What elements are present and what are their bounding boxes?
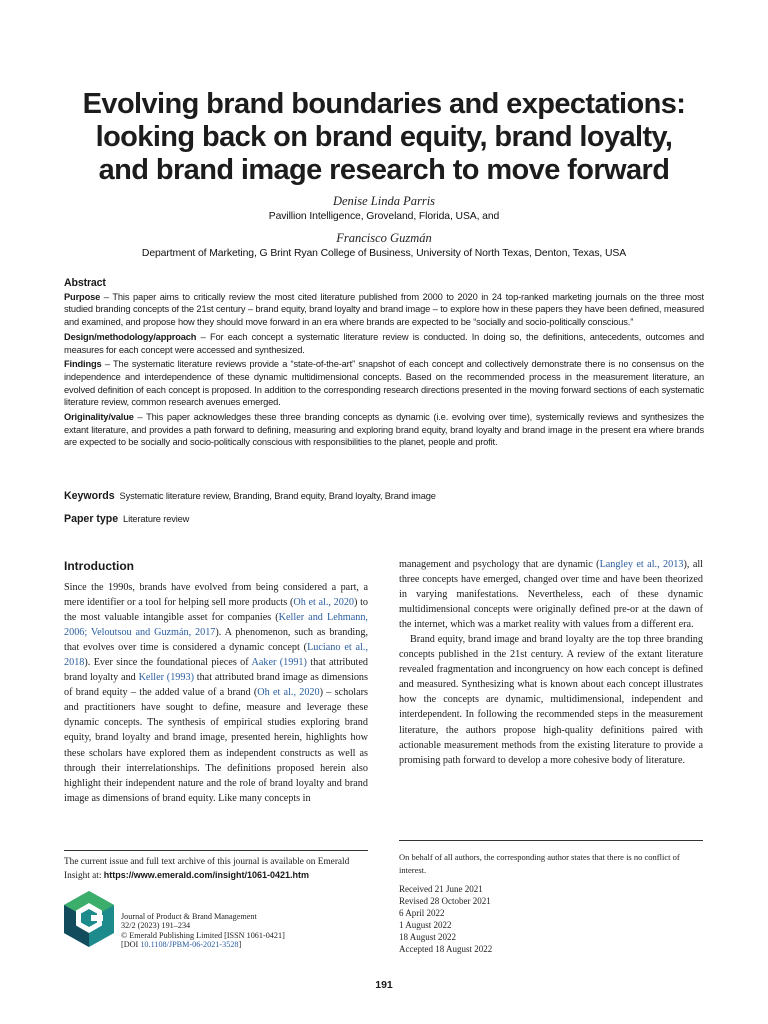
journal-info: [121, 912, 285, 950]
paper-type-text: Literature review: [123, 514, 190, 524]
abstract-purpose-label: Purpose: [64, 291, 101, 302]
abstract-originality-label: Originality/value: [64, 412, 134, 423]
doi-link[interactable]: 10.1108/JPBM-06-2021-3528: [140, 940, 239, 950]
archive-note: [64, 856, 368, 883]
footnote-divider: [399, 840, 703, 841]
citation-link[interactable]: Oh et al., 2020: [293, 597, 355, 609]
body-text: that attributed brand loyalty and: [64, 657, 369, 684]
history-date: Received 21 June 2021: [399, 884, 483, 894]
abstract-originality: [64, 411, 704, 449]
footnote-divider: [64, 850, 368, 851]
body-text: ) to the most valuable intangible asset for companies (: [64, 597, 369, 624]
abstract-purpose-text: – This paper aims to critically review the most cited literature published from 2000 to 2020 in 24 top-ranked marketing journals on the three most studied branding concepts of the 21st century – brand equity, brand loyalty and brand image – to explore how in these papers they have been defined, measured and examined, and propose how they should move forward in an era where brands are expected to be “socially and socio-politically conscious.”: [64, 291, 704, 328]
abstract-originality-text: – This paper acknowledges these three branding concepts as dynamic (i.e. evolving over time), systemically reviews and synthesizes the extant literature, and provides a path forward to defining, measuring and exploring brand equity, brand loyalty and brand image in the present era where brands are expected to be socially and socio-politically conscious with responsibilities to the planet, people and profit.: [64, 412, 704, 448]
body-text: ). Ever since the foundational pieces of: [84, 657, 252, 669]
title-line: and brand image research to move forward: [98, 154, 670, 186]
author-note: On behalf of all authors, the corresponding author states that there is no conflict of interest.: [399, 852, 680, 875]
keywords-label: Keywords: [64, 490, 115, 502]
page-number: 191: [375, 979, 393, 991]
intro-right-column: [399, 557, 703, 768]
author-affiliation: Department of Marketing, G Brint Ryan College of Business, University of North Texas, Denton, Texas, USA: [141, 248, 627, 259]
paper-type: [64, 513, 189, 525]
intro-paragraph: [399, 557, 703, 632]
emerald-logo-icon: [64, 891, 114, 947]
archive-text: The current issue and full text archive of this journal is available on Emerald Insight at:: [64, 857, 350, 881]
journal-name: Journal of Product & Brand Management: [121, 912, 257, 921]
abstract-purpose: [64, 291, 704, 329]
intro-paragraph: Brand equity, brand image and brand loyalty are the top three branding concepts published in the 21st century. A review of the extant literature revealed fragmentation and incongruency on how each concept is defined and measured. Synthesizing what is known about each concept illustrates how the concepts are dynamic, multidimensional, independent and interdependent. In following the recommended steps in the measurement literature, the authors propose high-quality definitions paired with actionable measurement methods from the existing literature to provide a promising path forward to develop a more cohesive body of literature.: [399, 634, 703, 766]
article-history: [399, 883, 492, 956]
citation-link[interactable]: Luciano et al., 2018: [64, 642, 368, 669]
body-text: that attributed brand image as dimensions of brand equity – the added value of a brand (: [64, 672, 368, 699]
keywords-text: Systematic literature review, Branding, Brand equity, Brand loyalty, Brand image: [119, 491, 436, 501]
body-text: ), all three concepts have emerged, changed over time and have been theorized in varying manifestations. Nevertheless, each of these dynamic multidimensional concepts were originally defined pre-or at the dawn of the internet, which was a market reality with values from a different era.: [399, 559, 703, 631]
paper-type-label: Paper type: [64, 513, 119, 525]
journal-publisher: © Emerald Publishing Limited [ISSN 1061-0421]: [121, 930, 285, 940]
body-text: Since the 1990s, brands have evolved from being considered a part, a mere identifier or a tool for helping sell more products (: [64, 582, 368, 609]
keywords: [64, 490, 436, 502]
history-date: Accepted 18 August 2022: [399, 944, 493, 955]
history-date: 1 August 2022: [399, 920, 452, 931]
doi-suffix: ]: [238, 940, 242, 950]
author-name: Francisco Guzmán: [336, 231, 432, 245]
body-text: ) – scholars and practitioners have sought to define, measure and leverage these dynamic concepts. The synthesis of empirical studies exploring brand equity, brand loyalty and brand image, presented herein, highlights how these scholars have explored them as independent constructs as well as through their interrelationships. The definitions proposed herein also highlight their independent nature and the role of brand loyalty and brand image as dimensions of brand equity. Like many concepts in: [64, 687, 369, 804]
article-title: [30, 88, 738, 187]
abstract: [64, 277, 704, 451]
history-date: Revised 28 October 2021: [399, 896, 491, 907]
citation-link[interactable]: Oh et al., 2020: [257, 687, 320, 699]
author-name: Denise Linda Parris: [332, 194, 436, 208]
intro-paragraph: [64, 580, 368, 806]
citation-link[interactable]: Langley et al., 2013: [599, 559, 684, 570]
abstract-findings: [64, 358, 704, 409]
section-heading: Introduction: [64, 559, 134, 573]
abstract-heading: Abstract: [64, 277, 106, 289]
abstract-findings-text: – The systematic literature reviews provide a “state-of-the-art” snapshot of each concept and collectively demonstrate there is no consensus on the independence and interdependence of these dynamic multidimensional concepts. Based on the recommended process in the measurement literature, an evolved definition of each concept is proposed. In addition to the corresponding research directions presented in the moving forward sections of each systematic literature review, common research avenues emerged.: [64, 359, 704, 408]
journal-doi: [121, 940, 285, 949]
body-text: ). A phenomenon, such as branding, that evolves over time is considered a dynamic concept (: [64, 627, 368, 654]
citation-link[interactable]: Keller (1993): [138, 672, 194, 684]
title-line: Evolving brand boundaries and expectations:: [82, 88, 686, 120]
doi-prefix: [DOI: [121, 940, 141, 950]
abstract-design: [64, 331, 704, 356]
abstract-design-text: – For each concept a systematic literature review is conducted. In doing so, the definitions, antecedents, outcomes and measures for each concept were accessed and synthesized.: [64, 331, 704, 355]
intro-left-column: [64, 580, 368, 806]
history-date: 18 August 2022: [399, 932, 457, 943]
citation-link[interactable]: Aaker (1991): [251, 657, 307, 669]
author-affiliation: Pavillion Intelligence, Groveland, Florida, USA, and: [268, 211, 500, 222]
archive-url-link[interactable]: https://www.emerald.com/insight/1061-0421.htm: [103, 870, 310, 880]
citation-link[interactable]: Keller and Lehmann, 2006; Veloutsou and Guzmán, 2017: [64, 612, 368, 639]
history-date: 6 April 2022: [399, 908, 445, 919]
body-text: management and psychology that are dynamic (: [399, 559, 600, 570]
title-line: looking back on brand equity, brand loyalty,: [95, 121, 673, 153]
journal-volume: 32/2 (2023) 191–234: [121, 921, 191, 931]
abstract-findings-label: Findings: [64, 359, 102, 370]
abstract-design-label: Design/methodology/approach: [64, 331, 197, 342]
